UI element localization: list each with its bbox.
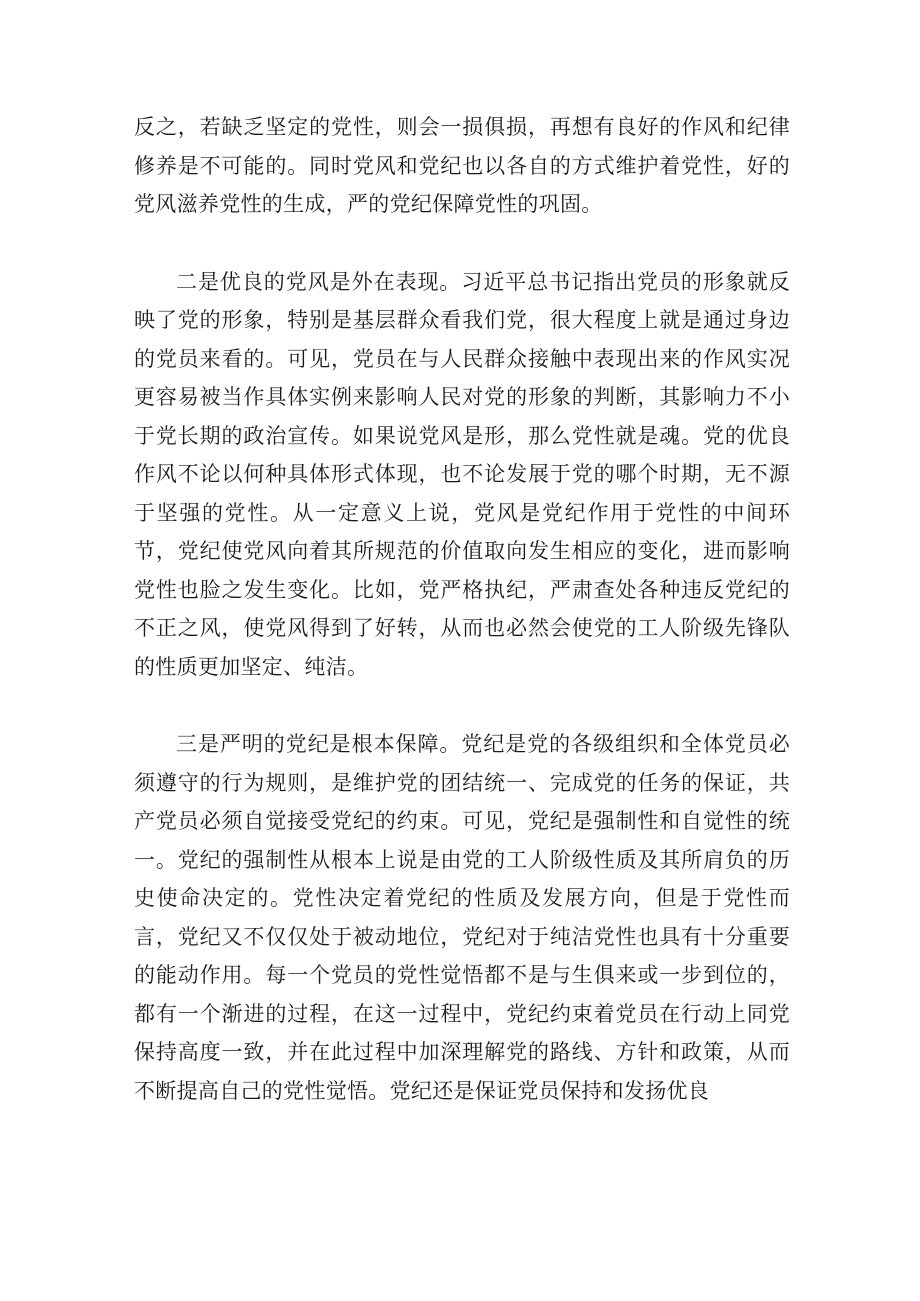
paragraph-gap [134,686,790,725]
paragraph-1: 反之，若缺乏坚定的党性，则会一损俱损，再想有良好的作风和纪律修养是不可能的。同时党风和党纪也以各自的方式维护着党性，好的党风滋养党性的生成，严的党纪保障党性的巩固。 [134,115,790,216]
paragraph-2: 二是优良的党风是外在表现。习近平总书记指出党员的形象就反映了党的形象，特别是基层群众看我们党，很大程度上就是通过身边的党员来看的。可见，党员在与人民群众接触中表现出来的作风实况更容易被当作具体实例来影响人民对党的形象的判断，其影响力不小于党长期的政治宣传。如果说党风是形，那么党性就是魂。党的优良作风不论以何种具体形式体现，也不论发展于党的哪个时期，无不源于坚强的党性。从一定意义上说，党风是党纪作用于党性的中间环节，党纪使党风向着其所规范的价值取向发生相应的变化，进而影响党性也脸之发生变化。比如，党严格执纪，严肃查处各种违反党纪的不正之风，使党风得到了好转，从而也必然会使党的工人阶级先锋队的性质更加坚定、纯洁。 [134,269,790,679]
paragraph-3: 三是严明的党纪是根本保障。党纪是党的各级组织和全体党员必须遵守的行为规则，是维护党的团结统一、完成党的任务的保证，共产党员必须自觉接受党纪的约束。可见，党纪是强制性和自觉性的统一。党纪的强制性从根本上说是由党的工人阶级性质及其所肩负的历史使命决定的。党性决定着党纪的性质及发展方向，但是于党性而言，党纪又不仅仅处于被动地位，党纪对于纯洁党性也具有十分重要的能动作用。每一个党员的党性觉悟都不是与生俱来或一步到位的，都有一个渐进的过程，在这一过程中，党纪约束着党员在行动上同党保持高度一致，并在此过程中加深理解党的路线、方针和政策，从而不断提高自己的党性觉悟。党纪还是保证党员保持和发扬优良 [134,732,790,1103]
document-page [134,108,790,1110]
paragraph-gap [134,224,790,263]
